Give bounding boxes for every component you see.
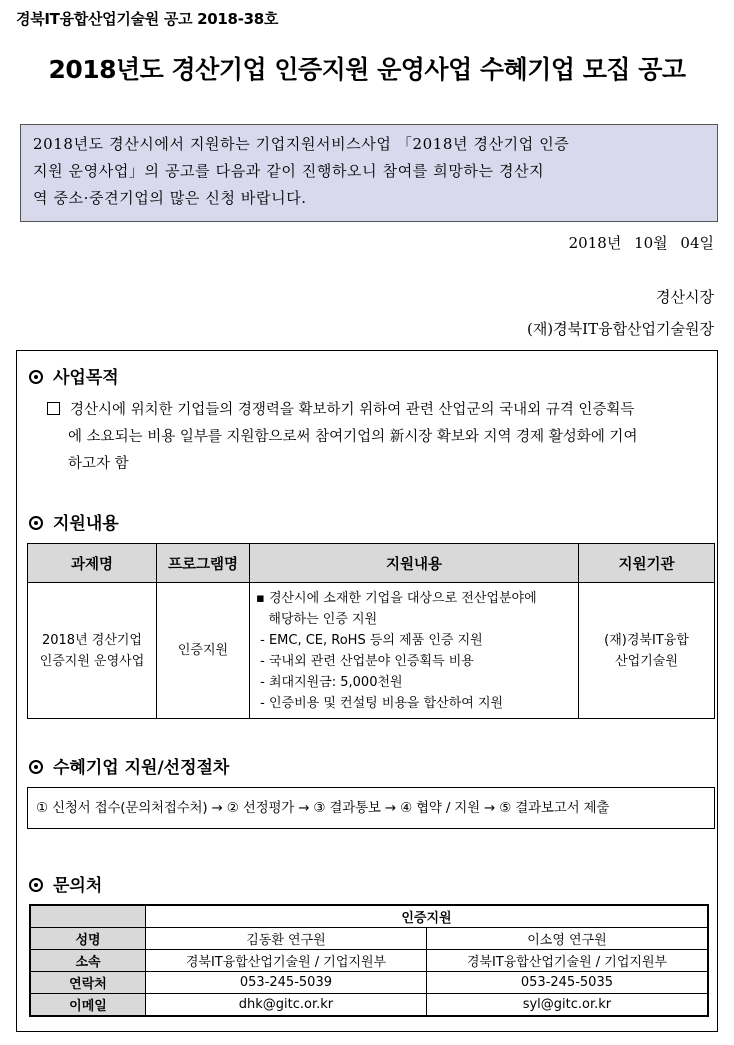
table-row [30,905,708,928]
column-header: 프로그램명 [157,544,250,583]
table-row [30,950,708,972]
section-title: 문의처 [53,876,103,896]
agency-line: 산업기술원 [615,653,678,669]
agency-line: (재)경북IT융합 [604,632,689,648]
row-label: 성명 [30,928,146,950]
target-bullet-icon [29,878,43,892]
detail-line: - EMC, CE, RoHS 등의 제품 인증 지원 [256,632,483,648]
contact-email: dhk@gitc.or.kr [146,994,427,1017]
table-row [30,972,708,994]
purpose-text [47,397,712,478]
contact-phone: 053-245-5035 [426,972,708,994]
section-title: 수혜기업 지원/선정절차 [53,758,230,778]
contact-affiliation: 경북IT융합산업기술원 / 기업지원부 [146,950,427,972]
issuer-mayor: 경산시장 [656,288,714,306]
page-title: 2018년도 경산기업 인증지원 운영사업 수혜기업 모집 공고 [48,55,686,84]
contact-email: syl@gitc.or.kr [426,994,708,1017]
purpose-line: 에 소요되는 비용 일부를 지원함으로써 참여기업의 新시장 확보와 지역 경제 활성화에 기여 [68,429,638,445]
table-header-row [28,544,715,583]
purpose-line: 하고자 함 [68,456,129,472]
column-header: 과제명 [28,544,157,583]
intro-line: 지원 운영사업」의 공고를 다음과 같이 진행하오니 참여를 희망하는 경산지 [33,162,545,180]
row-label: 이메일 [30,994,146,1017]
purpose-line-text: 경산시에 위치한 기업들의 경쟁력을 확보하기 위하여 관련 산업군의 국내외 규격 인증획득 [70,402,635,418]
target-bullet-icon [29,370,43,384]
notice-number: 경북IT융합산업기술원 공고 2018-38호 [16,10,279,28]
corner-cell [30,905,146,928]
support-details-cell [250,583,579,719]
task-name-line: 인증지원 운영사업 [39,653,145,669]
contact-name: 이소영 연구원 [426,928,708,950]
target-bullet-icon [29,760,43,774]
detail-line: - 최대지원금: 5,000천원 [256,674,403,690]
detail-line: - 인증비용 및 컨설팅 비용을 합산하여 지원 [256,695,504,711]
contact-table [29,904,709,1017]
intro-box [20,124,718,222]
section-title: 지원내용 [53,514,119,534]
intro-line: 역 중소·중견기업의 많은 신청 바랍니다. [33,189,307,207]
row-label: 연락처 [30,972,146,994]
section-heading-support [29,509,119,534]
detail-line: 해당하는 인증 지원 [256,611,378,627]
task-name-cell [28,583,157,719]
contact-affiliation: 경북IT융합산업기술원 / 기업지원부 [426,950,708,972]
section-heading-contact [29,871,102,896]
table-row [28,583,715,719]
agency-cell [579,583,715,719]
checkbox-icon [47,402,60,415]
target-bullet-icon [29,516,43,530]
purpose-line [47,397,712,424]
column-header: 지원기관 [579,544,715,583]
section-heading-purpose [29,363,119,388]
contact-phone: 053-245-5039 [146,972,427,994]
notice-date: 2018년 10월 04일 [568,234,714,252]
row-label: 소속 [30,950,146,972]
detail-line: ▪ 경산시에 소재한 기업을 대상으로 전산업분야에 [256,590,537,606]
content-box [16,350,718,1032]
contact-name: 김동환 연구원 [146,928,427,950]
program-cell: 인증지원 [157,583,250,719]
table-row [30,928,708,950]
detail-line: - 국내외 관련 산업분야 인증획득 비용 [256,653,474,669]
procedure-steps: ① 신청서 접수(문의처접수처) → ② 선정평가 → ③ 결과통보 → ④ 협약 / 지원 → ⑤ 결과보고서 제출 [27,787,715,829]
contact-group-header: 인증지원 [146,905,709,928]
section-heading-procedure [29,753,229,778]
intro-line: 2018년도 경산시에서 지원하는 기업지원서비스사업 「2018년 경산기업 인증 [33,135,570,153]
table-row [30,994,708,1017]
section-title: 사업목적 [53,368,119,388]
column-header: 지원내용 [250,544,579,583]
issuer-institute: (재)경북IT융합산업기술원장 [526,320,714,338]
task-name-line: 2018년 경산기업 [41,632,142,648]
support-table [27,543,715,719]
